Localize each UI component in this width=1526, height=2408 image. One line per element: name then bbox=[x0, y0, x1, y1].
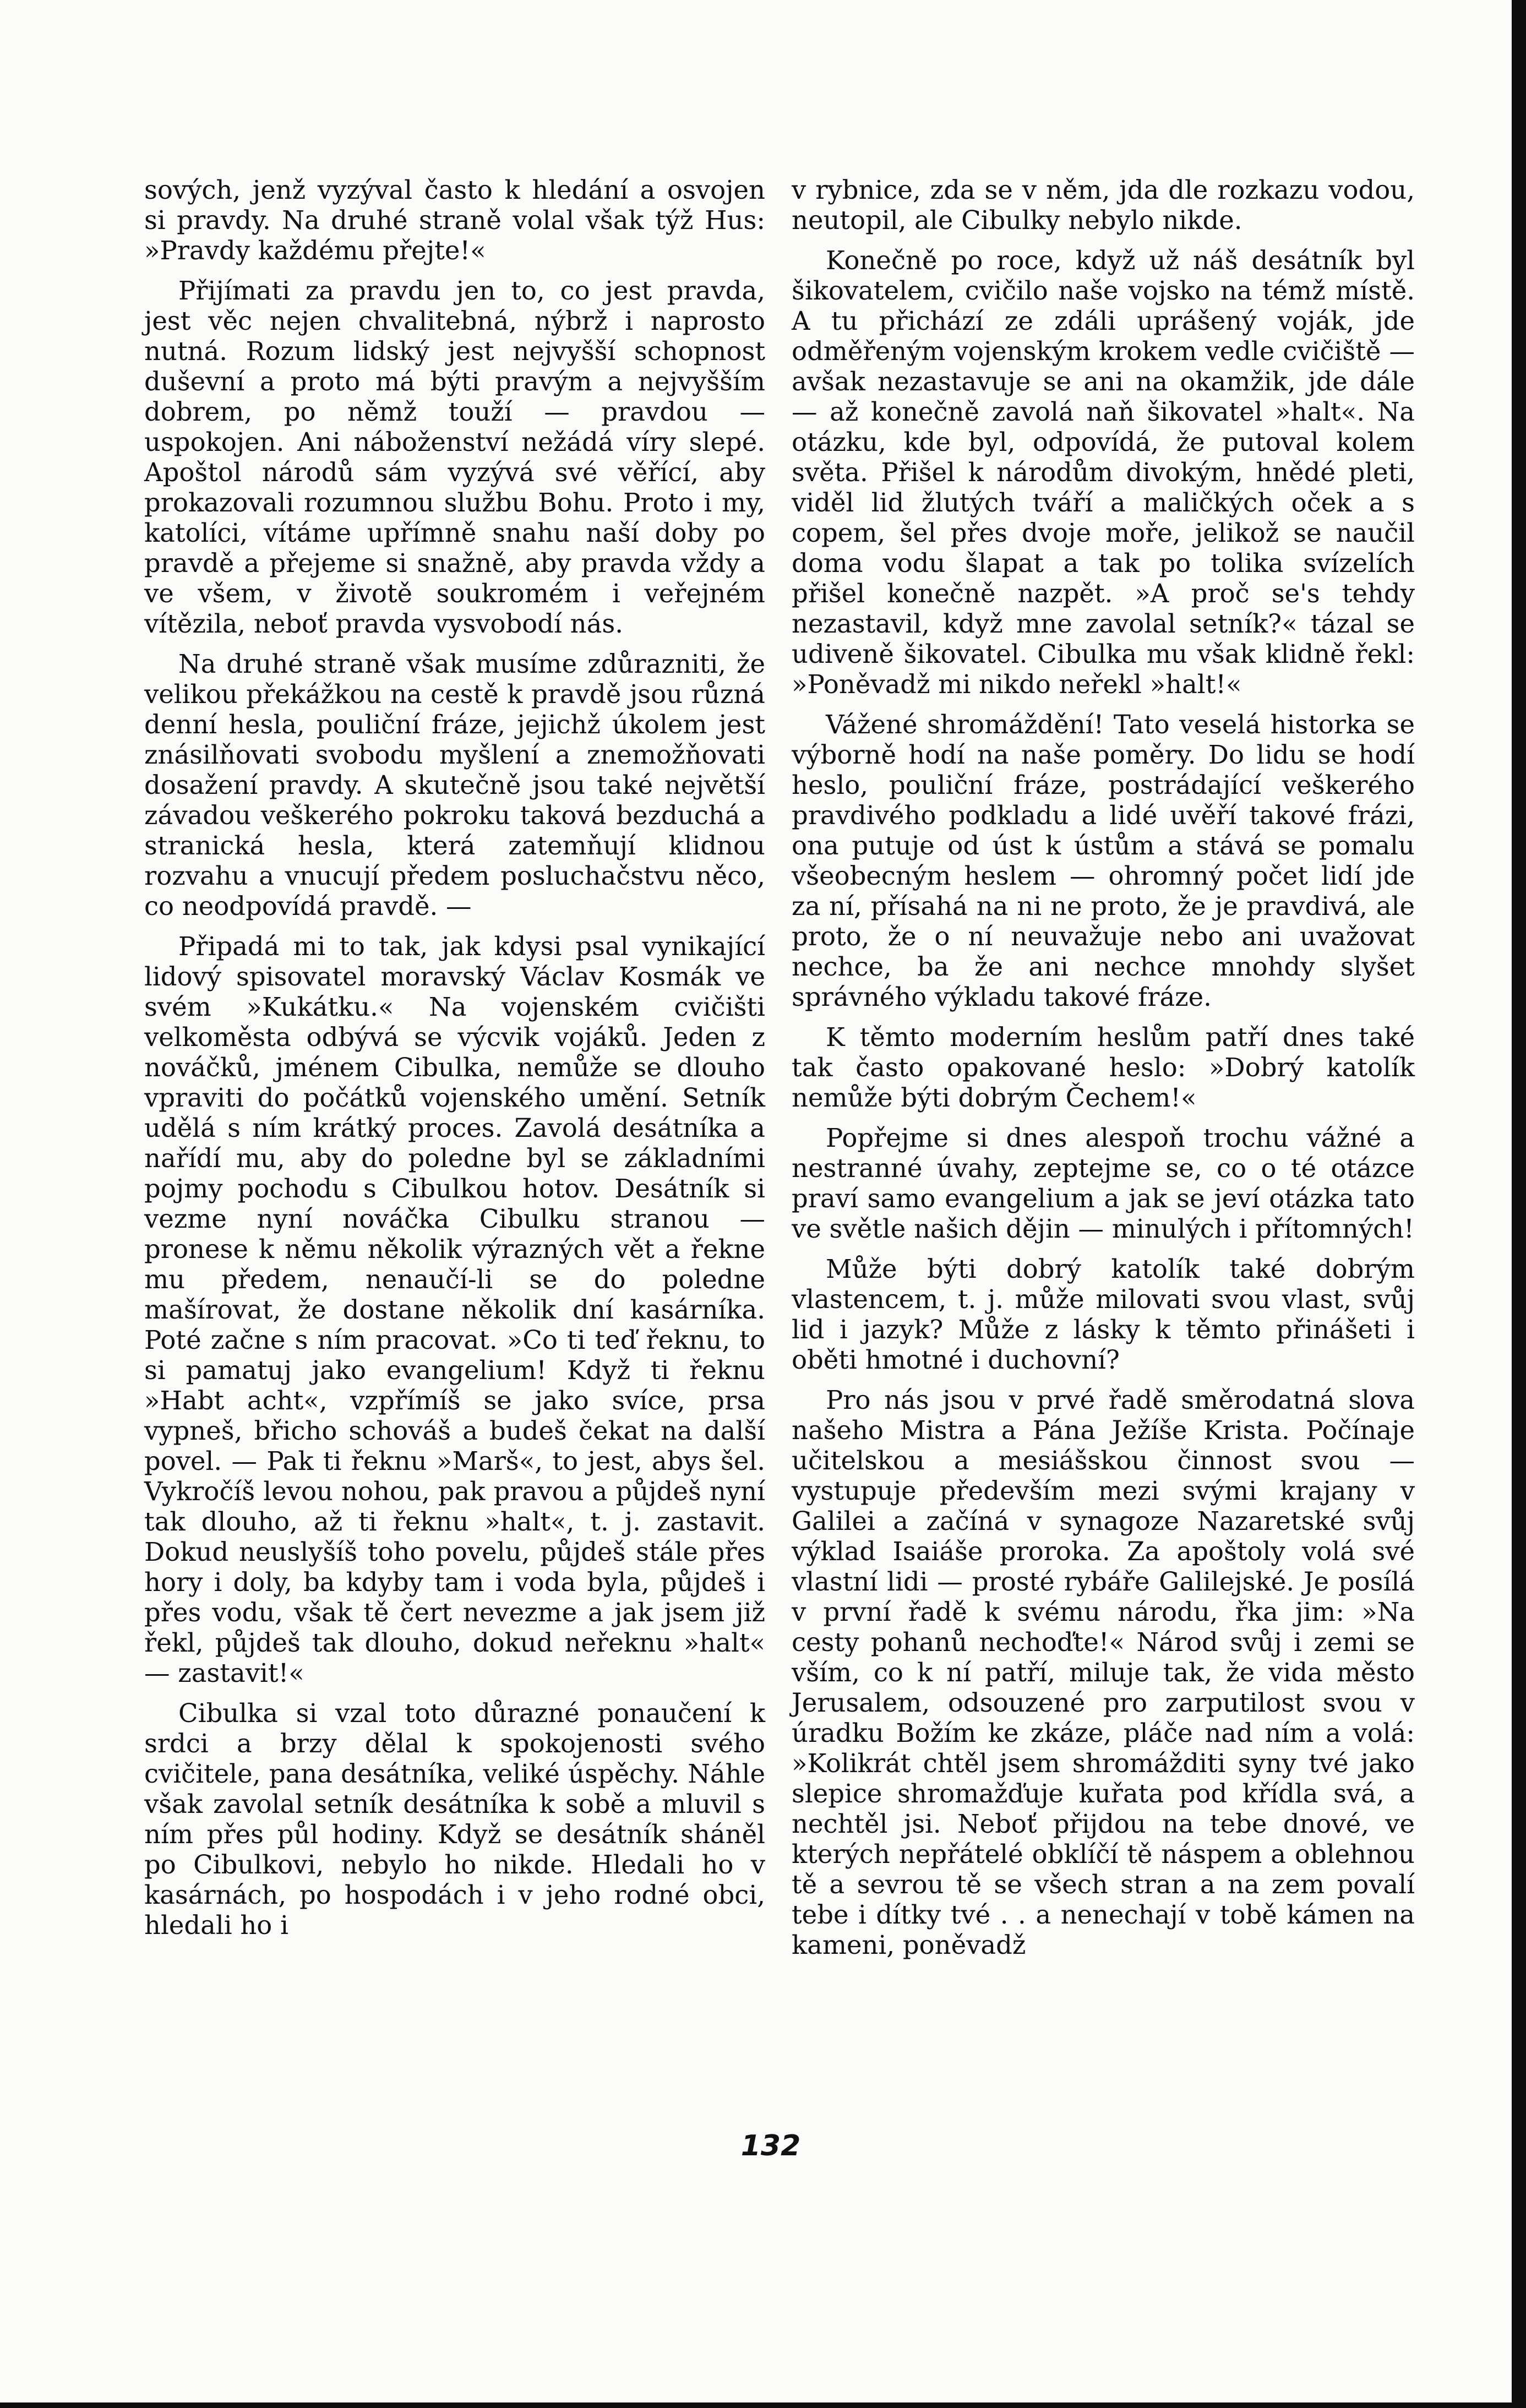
paragraph: K těmto moderním heslům patří dnes také tak často opakované heslo: »Dobrý katolík nemůže býti dobrým Čechem!« bbox=[792, 1022, 1415, 1113]
paragraph: Cibulka si vzal toto důrazné ponaučení k srdci a brzy dělal k spokojenosti svého cvičitele, pana desátníka, veliké úspěchy. Náhle však zavolal setník desátníka k sobě a mluvil s ním přes půl hodiny. Když se desátník sháněl po Cibulkovi, nebylo ho nikde. Hledali ho v kasárnách, po hospodách i v jeho rodné obci, hledali ho i bbox=[144, 1698, 765, 1940]
paragraph: Na druhé straně však musíme zdůrazniti, že velikou překážkou na cestě k pravdě jsou různá denní hesla, pouliční fráze, jejichž úkolem jest znásilňovati svobodu myšlení a znemožňovati dosažení pravdy. A skutečně jsou také největší závadou veškerého pokroku taková bezduchá a stranická hesla, která zatemňují klidnou rozvahu a vnucují předem posluchačstvu něco, co neodpovídá pravdě. — bbox=[144, 649, 765, 921]
paragraph: Může býti dobrý katolík také dobrým vlastencem, t. j. může milovati svou vlast, svůj lid i jazyk? Může z lásky k těmto přinášeti i oběti hmotné i duchovní? bbox=[792, 1254, 1415, 1375]
left-column bbox=[144, 175, 765, 1951]
paragraph: Připadá mi to tak, jak kdysi psal vynikající lidový spisovatel moravský Václav Kosmák ve svém »Kukátku.« Na vojenském cvičišti velkoměsta odbývá se výcvik vojáků. Jeden z nováčků, jménem Cibulka, nemůže se dlouho vpraviti do počátků vojenského umění. Setník udělá s ním krátký proces. Zavolá desátníka a nařídí mu, aby do poledne byl se základními pojmy pochodu s Cibulkou hotov. Desátník si vezme nyní nováčka Cibulku stranou — pronese k němu několik výrazných vět a řekne mu předem, nenaučí-li se do poledne mašírovat, že dostane několik dní kasárníka. Poté začne s ním pracovat. »Co ti teď řeknu, to si pamatuj jako evangelium! Když ti řeknu »Habt acht«, vzpřímíš se jako svíce, prsa vypneš, břicho schováš a budeš čekat na další povel. — Pak ti řeknu »Marš«, to jest, abys šel. Vykročíš levou nohou, pak pravou a půjdeš nyní tak dlouho, až ti řeknu »halt«, t. j. zastavit. Dokud neuslyšíš toho povelu, půjdeš stále přes hory i doly, ba kdyby tam i voda byla, půjdeš i přes vodu, však tě čert nevezme a jak jsem již řekl, půjdeš tak dlouho, dokud neřeknu »halt« — zastavit!« bbox=[144, 931, 765, 1688]
scan-edge-bottom bbox=[0, 2402, 1526, 2408]
paragraph: Popřejme si dnes alespoň trochu vážné a nestranné úvahy, zeptejme se, co o té otázce praví samo evangelium a jak se jeví otázka tato ve světle našich dějin — minulých i přítomných! bbox=[792, 1123, 1415, 1244]
paragraph: Pro nás jsou v prvé řadě směrodatná slova našeho Mistra a Pána Ježíše Krista. Počínaje učitelskou a mesiášskou činnost svou — vystupuje především mezi svými krajany v Galilei a začíná v synagoze Nazaretské svůj výklad Isaiáše proroka. Za apoštoly volá své vlastní lidi — prosté rybáře Galilejské. Je posílá v první řadě k svému národu, řka jim: »Na cesty pohanů nechoďte!« Národ svůj i zemi se vším, co k ní patří, miluje tak, že vida město Jerusalem, odsouzené pro zarputilost svou v úradku Božím ke zkáze, pláče nad ním a volá: »Kolikrát chtěl jsem shromážditi syny tvé jako slepice shromažďuje kuřata pod křídla svá, a nechtěl jsi. Neboť přijdou na tebe dnové, ve kterých nepřátelé obklíčí tě náspem a oblehnou tě a sevrou tě se všech stran a na zem povalí tebe i dítky tvé . . a nenechají v tobě kámen na kameni, poněvadž bbox=[792, 1385, 1415, 1960]
right-column bbox=[792, 175, 1415, 1970]
page-number: 132 bbox=[740, 2129, 801, 2162]
paragraph: sových, jenž vyzýval často k hledání a osvojen si pravdy. Na druhé straně volal však týž Hus: »Pravdy každému přejte!« bbox=[144, 175, 765, 265]
paragraph: v rybnice, zda se v něm, jda dle rozkazu vodou, neutopil, ale Cibulky nebylo nikde. bbox=[792, 175, 1415, 235]
paragraph: Přijímati za pravdu jen to, co jest pravda, jest věc nejen chvalitebná, nýbrž i naprosto nutná. Rozum lidský jest nejvyšší schopnost duševní a proto má býti pravým a nejvyšším dobrem, po němž touží — pravdou — uspokojen. Ani náboženství nežádá víry slepé. Apoštol národů sám vyzývá své věřící, aby prokazovali rozumnou službu Bohu. Proto i my, katolíci, vítáme upřímně snahu naší doby po pravdě a přejeme si snažně, aby pravda vždy a ve všem, v životě soukromém i veřejném vítězila, neboť pravda vysvobodí nás. bbox=[144, 276, 765, 639]
paragraph: Vážené shromáždění! Tato veselá historka se výborně hodí na naše poměry. Do lidu se hodí heslo, pouliční fráze, postrádající veškerého pravdivého podkladu a lidé uvěří takové frázi, ona putuje od úst k ústům a stává se pomalu všeobecným heslem — ohromný počet lidí jde za ní, přísahá na ni ne proto, že je pravdivá, ale proto, že o ní neuvažuje nebo ani uvažovat nechce, ba že ani nechce mnohdy slyšet správného výkladu takové fráze. bbox=[792, 710, 1415, 1012]
scan-edge-right bbox=[1512, 0, 1526, 2408]
paragraph: Konečně po roce, když už náš desátník byl šikovatelem, cvičilo naše vojsko na témž místě. A tu přichází ze zdáli uprášený voják, jde odměřeným vojenským krokem vedle cvičiště — avšak nezastavuje se ani na okamžik, jde dále — až konečně zavolá naň šikovatel »halt«. Na otázku, kde byl, odpovídá, že putoval kolem světa. Přišel k národům divokým, hnědé pleti, viděl lid žlutých tváří a maličkých oček a s copem, šel přes dvoje moře, jelikož se naučil doma vodu šlapat a tak po tolika svízelích přišel konečně nazpět. »A proč se's tehdy nezastavil, když mne zavolal setník?« tázal se udiveně šikovatel. Cibulka mu však klidně řekl: »Poněvadž mi nikdo neřekl »halt!« bbox=[792, 246, 1415, 699]
